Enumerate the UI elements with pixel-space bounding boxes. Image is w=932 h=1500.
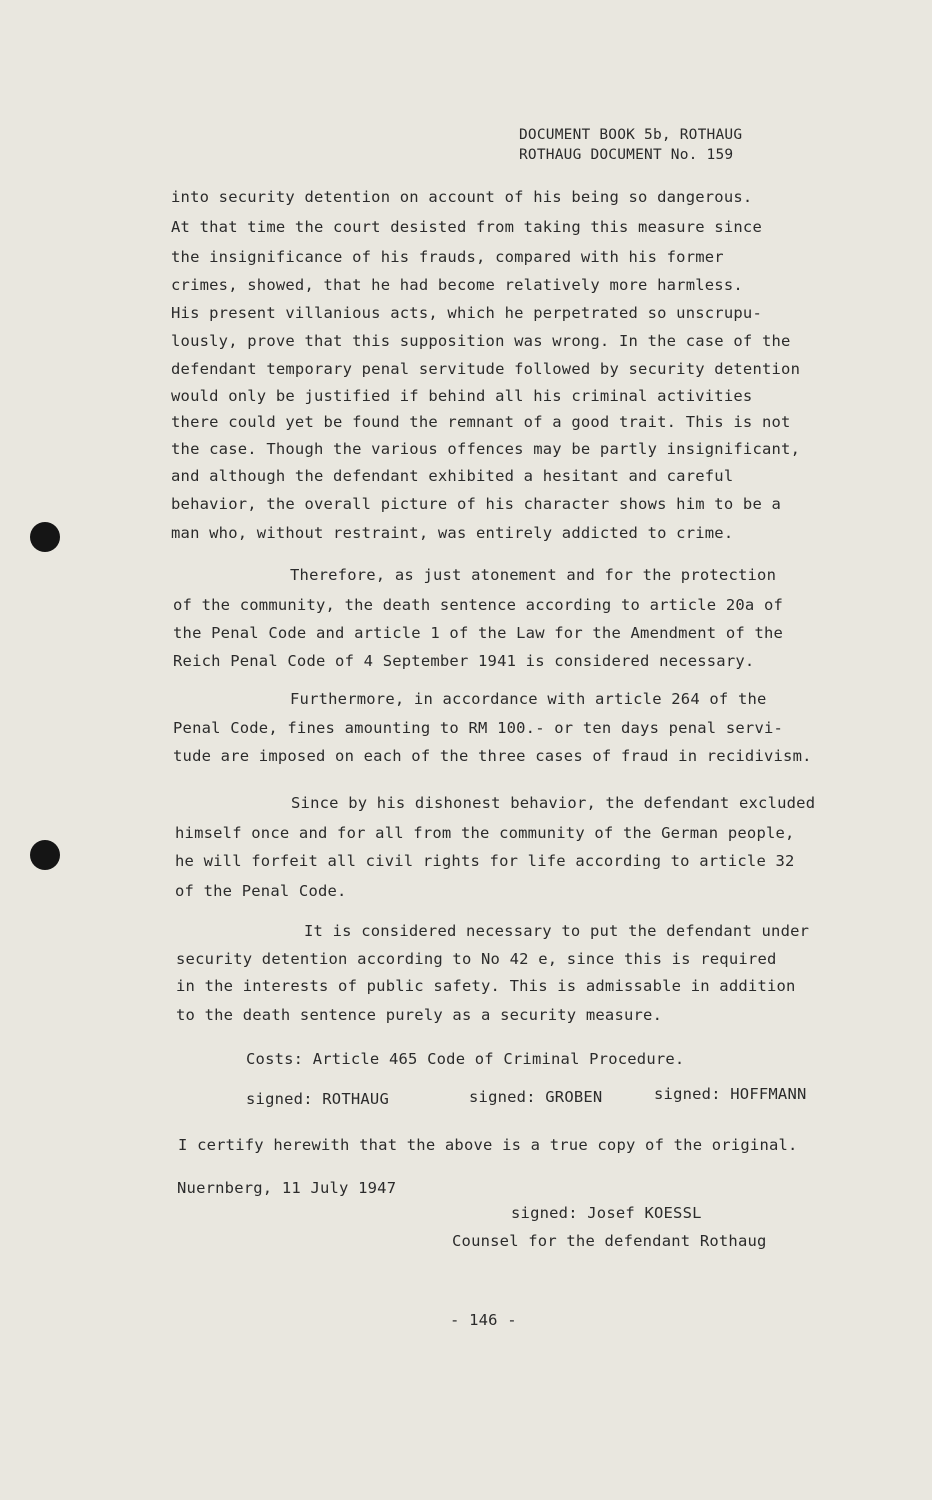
costs-line: Costs: Article 465 Code of Criminal Procedure. [246, 1050, 685, 1068]
body-line: At that time the court desisted from taking this measure since [171, 218, 762, 236]
body-line: His present villanious acts, which he perpetrated so unscrupu- [171, 304, 762, 322]
body-line: man who, without restraint, was entirely addicted to crime. [171, 524, 734, 542]
signature-groben: signed: GROBEN [469, 1088, 603, 1106]
body-line: himself once and for all from the community of the German people, [175, 824, 795, 842]
body-line: behavior, the overall picture of his character shows him to be a [171, 495, 782, 513]
body-line: the Penal Code and article 1 of the Law for the Amendment of the [173, 624, 784, 642]
body-line: It is considered necessary to put the defendant under [304, 922, 810, 940]
header-line-2: ROTHAUG DOCUMENT No. 159 [519, 147, 734, 163]
body-line: Penal Code, fines amounting to RM 100.- or ten days penal servi- [173, 719, 784, 737]
punch-hole-bottom [30, 840, 60, 870]
header-line-1: DOCUMENT BOOK 5b, ROTHAUG [519, 127, 743, 143]
body-line: lously, prove that this supposition was wrong. In the case of the [171, 332, 791, 350]
punch-hole-top [30, 522, 60, 552]
signer-name: signed: Josef KOESSL [511, 1204, 702, 1222]
body-line: Furthermore, in accordance with article 264 of the [290, 690, 767, 708]
body-line: and although the defendant exhibited a hesitant and careful [171, 467, 734, 485]
body-line: security detention according to No 42 e, since this is required [176, 950, 777, 968]
signature-hoffmann: signed: HOFFMANN [654, 1085, 807, 1103]
body-line: he will forfeit all civil rights for life according to article 32 [175, 852, 795, 870]
body-line: Since by his dishonest behavior, the defendant excluded [291, 794, 816, 812]
signer-role: Counsel for the defendant Rothaug [452, 1232, 767, 1250]
page-number: - 146 - [450, 1311, 517, 1329]
body-line: would only be justified if behind all his criminal activities [171, 387, 753, 405]
body-line: the case. Though the various offences may be partly insignificant, [171, 440, 801, 458]
body-line: defendant temporary penal servitude followed by security detention [171, 360, 801, 378]
signature-rothaug: signed: ROTHAUG [246, 1090, 389, 1108]
body-line: tude are imposed on each of the three cases of fraud in recidivism. [173, 747, 812, 765]
body-line: to the death sentence purely as a security measure. [176, 1006, 663, 1024]
body-line: there could yet be found the remnant of a good trait. This is not [171, 413, 791, 431]
body-line: in the interests of public safety. This is admissable in addition [176, 977, 796, 995]
body-line: the insignificance of his frauds, compared with his former [171, 248, 724, 266]
body-line: crimes, showed, that he had become relatively more harmless. [171, 276, 743, 294]
body-line: of the Penal Code. [175, 882, 347, 900]
body-line: Reich Penal Code of 4 September 1941 is considered necessary. [173, 652, 755, 670]
body-line: into security detention on account of his being so dangerous. [171, 188, 753, 206]
certification-line: I certify herewith that the above is a true copy of the original. [178, 1136, 798, 1154]
body-line: of the community, the death sentence according to article 20a of [173, 596, 784, 614]
place-date: Nuernberg, 11 July 1947 [177, 1179, 397, 1197]
body-line: Therefore, as just atonement and for the protection [290, 566, 777, 584]
